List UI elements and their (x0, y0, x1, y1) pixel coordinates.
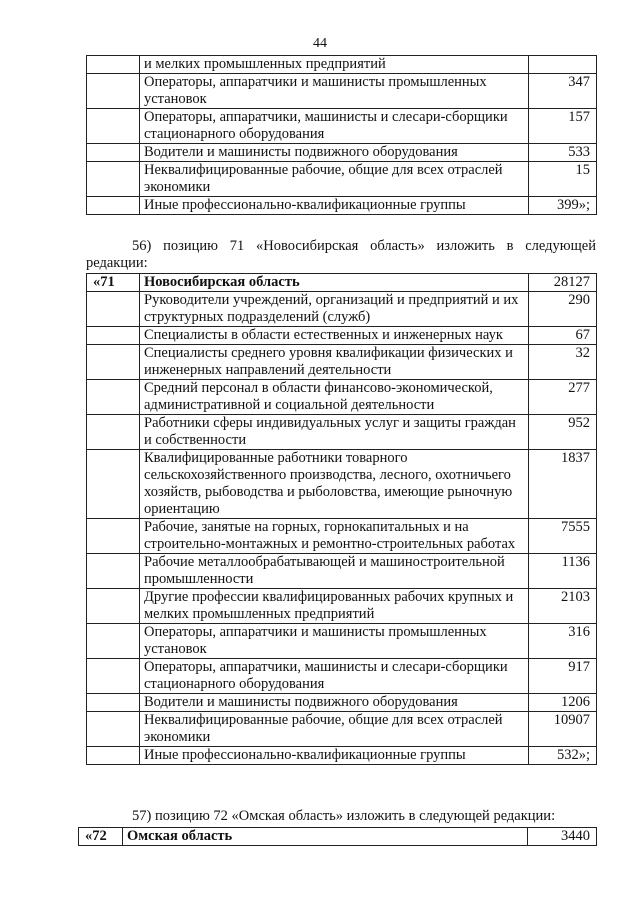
row-code-cell (87, 659, 140, 694)
row-name-cell: Омская область (123, 828, 528, 846)
row-value-cell: 1206 (529, 694, 597, 712)
row-code-cell (87, 345, 140, 380)
row-name-cell: Другие профессии квалифицированных рабочих крупных и мелких промышленных предприятий (140, 589, 529, 624)
row-code-cell: «72 (79, 828, 123, 846)
row-code-cell (87, 415, 140, 450)
row-name-cell: Иные профессионально-квалификационные группы (140, 747, 529, 765)
row-code-cell (87, 109, 140, 144)
row-value-cell: 7555 (529, 519, 597, 554)
row-code-cell (87, 162, 140, 197)
table-row (87, 197, 597, 215)
page-number: 44 (313, 36, 327, 51)
table-row (87, 162, 597, 197)
row-name-cell: Иные профессионально-квалификационные группы (140, 197, 529, 215)
table-row (87, 345, 597, 380)
row-value-cell: 917 (529, 659, 597, 694)
row-code-cell (87, 74, 140, 109)
row-value-cell: 952 (529, 415, 597, 450)
table-row (87, 519, 597, 554)
row-name-cell: Неквалифицированные рабочие, общие для всех отраслей экономики (140, 712, 529, 747)
row-value-cell: 67 (529, 327, 597, 345)
row-code-cell (87, 554, 140, 589)
row-code-cell (87, 747, 140, 765)
table-row (87, 712, 597, 747)
row-value-cell (529, 56, 597, 74)
row-name-cell: Водители и машинисты подвижного оборудования (140, 694, 529, 712)
row-value-cell: 3440 (528, 828, 597, 846)
row-value-cell: 15 (529, 162, 597, 197)
row-code-cell (87, 712, 140, 747)
table-row (87, 554, 597, 589)
table-novosibirsk (86, 273, 597, 765)
row-code-cell (87, 56, 140, 74)
row-name-cell: Неквалифицированные рабочие, общие для всех отраслей экономики (140, 162, 529, 197)
row-value-cell: 347 (529, 74, 597, 109)
row-name-cell: Специалисты в области естественных и инженерных наук (140, 327, 529, 345)
table-row (87, 144, 597, 162)
row-code-cell (87, 694, 140, 712)
table-row (87, 74, 597, 109)
row-value-cell: 316 (529, 624, 597, 659)
row-name-cell: Операторы, аппаратчики, машинисты и слесари-сборщики стационарного оборудования (140, 659, 529, 694)
row-value-cell: 28127 (529, 274, 597, 292)
table-row (87, 56, 597, 74)
table-row (87, 694, 597, 712)
table-row (87, 109, 597, 144)
row-code-cell (87, 589, 140, 624)
row-name-cell: Новосибирская область (140, 274, 529, 292)
row-value-cell: 32 (529, 345, 597, 380)
row-code-cell (87, 197, 140, 215)
row-name-cell: Руководители учреждений, организаций и предприятий и их структурных подразделений (служб) (140, 292, 529, 327)
row-name-cell: и мелких промышленных предприятий (140, 56, 529, 74)
table-row (87, 415, 597, 450)
row-value-cell: 157 (529, 109, 597, 144)
row-name-cell: Работники сферы индивидуальных услуг и защиты граждан и собственности (140, 415, 529, 450)
row-code-cell (87, 327, 140, 345)
row-value-cell: 277 (529, 380, 597, 415)
table-row (87, 292, 597, 327)
row-value-cell: 399»; (529, 197, 597, 215)
row-value-cell: 1136 (529, 554, 597, 589)
row-value-cell: 290 (529, 292, 597, 327)
table-top-continuation (86, 55, 597, 215)
row-name-cell: Операторы, аппаратчики, машинисты и слесари-сборщики стационарного оборудования (140, 109, 529, 144)
row-value-cell: 532»; (529, 747, 597, 765)
table-row (79, 828, 597, 846)
row-code-cell (87, 380, 140, 415)
row-value-cell: 1837 (529, 450, 597, 519)
paragraph-56: 56) позицию 71 «Новосибирская область» изложить в следующей редакции: (86, 238, 596, 271)
row-code-cell (87, 519, 140, 554)
row-name-cell: Рабочие металлообрабатывающей и машиностроительной промышленности (140, 554, 529, 589)
row-value-cell: 2103 (529, 589, 597, 624)
paragraph-57: 57) позицию 72 «Омская область» изложить в следующей редакции: (132, 808, 556, 824)
table-omsk (78, 827, 597, 846)
row-name-cell: Средний персонал в области финансово-экономической, административной и социальной деятельности (140, 380, 529, 415)
row-code-cell: «71 (87, 274, 140, 292)
table-row (87, 659, 597, 694)
row-name-cell: Операторы, аппаратчики и машинисты промышленных установок (140, 624, 529, 659)
table-row (87, 380, 597, 415)
row-value-cell: 10907 (529, 712, 597, 747)
row-name-cell: Операторы, аппаратчики и машинисты промышленных установок (140, 74, 529, 109)
row-name-cell: Квалифицированные работники товарного сельскохозяйственного производства, лесного, охотничьего хозяйств, рыбоводства и рыболовства, имеющие рыночную ориентацию (140, 450, 529, 519)
row-name-cell: Рабочие, занятые на горных, горнокапитальных и на строительно-монтажных и ремонтно-строительных работах (140, 519, 529, 554)
row-name-cell: Водители и машинисты подвижного оборудования (140, 144, 529, 162)
row-name-cell: Специалисты среднего уровня квалификации физических и инженерных направлений деятельности (140, 345, 529, 380)
table-row (87, 589, 597, 624)
table-row (87, 747, 597, 765)
table-row (87, 624, 597, 659)
table-row (87, 450, 597, 519)
table-row (87, 327, 597, 345)
row-code-cell (87, 292, 140, 327)
row-code-cell (87, 450, 140, 519)
row-value-cell: 533 (529, 144, 597, 162)
row-code-cell (87, 144, 140, 162)
table-row (87, 274, 597, 292)
row-code-cell (87, 624, 140, 659)
